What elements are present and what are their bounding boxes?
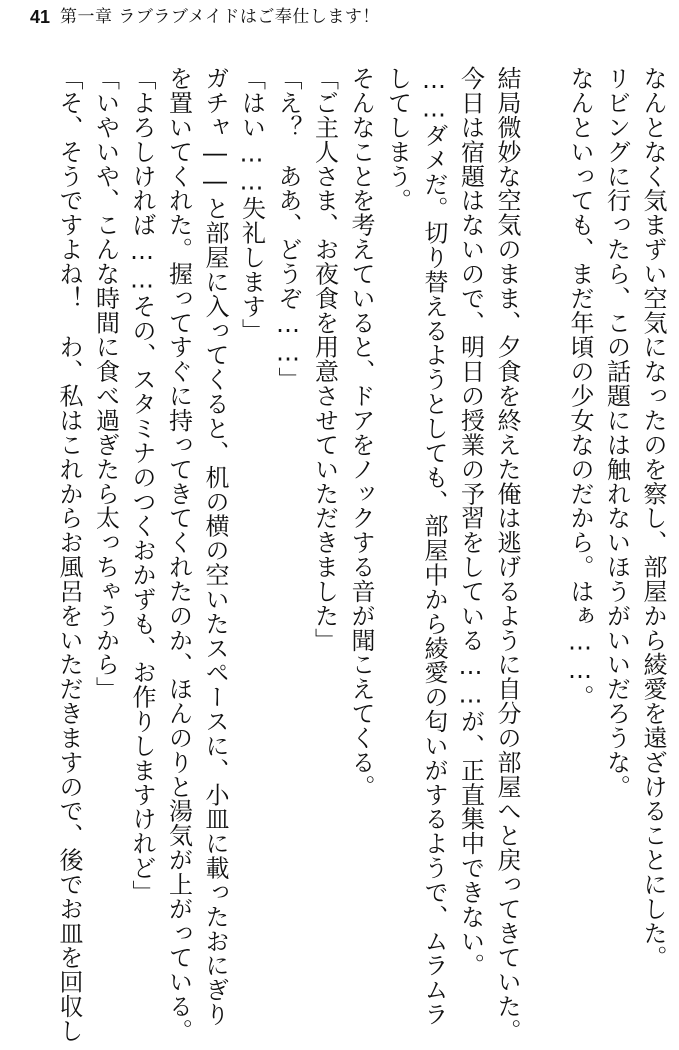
vertical-body-text [21,66,671,1042]
running-title: 第一章 ラブラブメイドはご奉仕します！ [60,7,380,27]
dialogue-line: 「よろしければ……その、スタミナのつくおかずも、お作りしますけれど」 [128,66,156,905]
text-line: なんといっても、まだ年頃の少女なのだから。はぁ……。 [566,66,594,709]
text-line: 結局微妙な空気のまま、夕食を終えた俺は逃げるように自分の部屋へと戻ってきていた。 [493,66,521,1043]
text-line: なんとなく気まずい空気になったのを察し、部屋から綾愛を遠ざけることにした。 [639,66,667,970]
dialogue-line: 「はい……失礼します」 [237,66,266,343]
text-line: を置いてくれた。握ってすぐに持ってきてくれたのか、ほんのりと湯気が上がっている。 [164,66,193,1043]
text-line: 今日は宿題はないので、明日の授業の予習をしている……が、正直集中できない。 [456,66,485,978]
page-header [30,4,380,30]
text-line: リビングに行ったら、この話題には触れないほうがいいだろうな。 [602,66,631,799]
dialogue-line: 「え？ ああ、どうぞ……」 [274,66,302,392]
dialogue-line: 「そ、そうですよね！ わ、私はこれからお風呂をいただきますので、後でお皿を回収し [55,66,83,1043]
text-line: ……ダメだ。切り替えるようとしても、部屋中から綾愛の匂いがするようで、ムラムラ [420,66,448,1027]
blank-line [525,66,562,1042]
text-line: そんなことを考えていると、ドアをノックする音が聞こえてくる。 [347,66,375,799]
dialogue-line: 「いやいや、こんな時間に食べ過ぎたら太っちゃうから」 [91,66,120,701]
text-line: してしまう。 [383,66,412,213]
dialogue-line: 「ご主人さま、お夜食を用意させていただきました」 [310,66,339,653]
text-line: ガチャ――と部屋に入ってくると、机の横の空いたスペースに、小皿に載ったおにぎり [201,66,229,1027]
page-number: 41 [30,7,51,27]
